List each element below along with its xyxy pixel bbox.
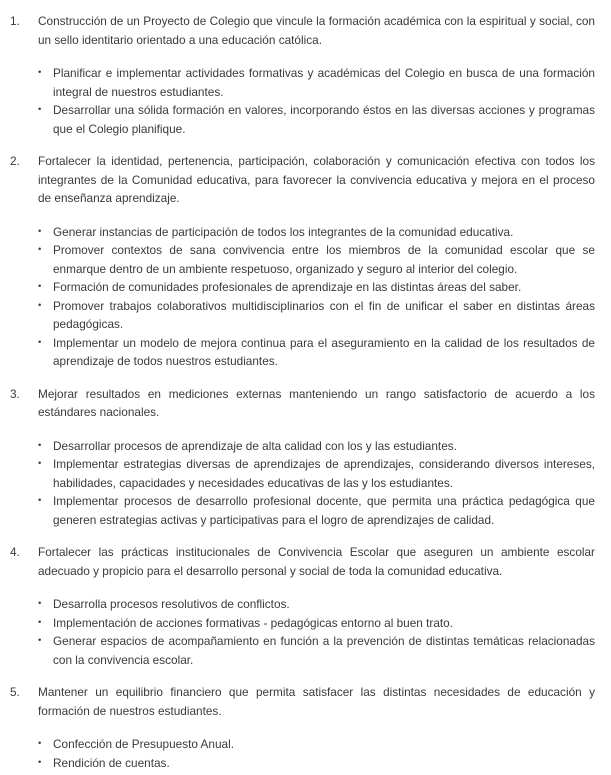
numbered-item-4 (10, 543, 595, 580)
bullet-list (38, 595, 595, 669)
bullet-icon: • (38, 616, 42, 628)
item-number: 1. (10, 14, 20, 28)
bullet-item (38, 455, 595, 492)
bullet-item (38, 632, 595, 669)
bullet-text: Confección de Presupuesto Anual. (53, 737, 235, 751)
bullet-item (38, 595, 595, 614)
numbered-item-5 (10, 683, 595, 720)
bullet-text: Promover trabajos colaborativos multidisciplinarios con el fin de unificar el saber en distintas áreas pedagógicas. (53, 298, 595, 331)
bullet-icon: • (38, 281, 42, 292)
item-number: 2. (10, 154, 20, 168)
bullet-text: Implementar estrategias diversas de aprendizajes de aprendizajes, considerando diversos intereses, habilidades, capacidades y necesidades educativas de las y los estudiantes. (53, 457, 595, 490)
numbered-item-1 (10, 12, 595, 49)
bullet-text: Desarrolla procesos resolutivos de conflictos. (53, 597, 290, 611)
bullet-icon: • (38, 439, 42, 451)
bullet-item (38, 492, 595, 529)
item-text: Fortalecer la identidad, pertenencia, participación, colaboración y comunicación efectiva con todos los integrantes de la Comunidad educativa, para favorecer la convivencia educativa y mejora en el proceso de enseñanza aprendizaje. (38, 154, 595, 205)
bullet-list (38, 437, 595, 530)
bullet-item (38, 64, 595, 101)
item-number: 5. (10, 685, 20, 699)
item-number: 4. (10, 545, 20, 559)
item-text: Mejorar resultados en mediciones externas manteniendo un rango satisfactorio de acuerdo a los estándares nacionales. (38, 386, 595, 419)
numbered-item-3 (10, 385, 595, 422)
bullet-list (38, 64, 595, 138)
bullet-item (38, 754, 595, 773)
bullet-text: Formación de comunidades profesionales de aprendizaje en las distintas áreas del saber. (53, 280, 522, 294)
item-number: 3. (10, 386, 20, 401)
bullet-item (38, 241, 595, 278)
bullet-item (38, 101, 595, 138)
bullet-icon: • (38, 299, 42, 311)
bullet-icon: • (38, 635, 42, 646)
bullet-text: Implementar un modelo de mejora continua para el aseguramiento en la calidad de los resultados de aprendizaje de todos nuestros estudiantes. (53, 335, 595, 368)
bullet-text: Promover contextos de sana convivencia entre los miembros de la comunidad escolar que se enmarque dentro de un ambiente respetuoso, organizado y seguro al interior del colegio. (53, 243, 595, 276)
bullet-icon: • (38, 225, 42, 237)
bullet-icon: • (38, 67, 42, 78)
bullet-icon: • (38, 598, 42, 609)
bullet-item (38, 223, 595, 242)
bullet-item (38, 278, 595, 297)
bullet-icon: • (38, 336, 42, 348)
bullet-icon: • (38, 738, 42, 749)
bullet-item (38, 437, 595, 456)
item-text: Construcción de un Proyecto de Colegio que vincule la formación académica con la espiritual y social, con un sello identitario orientado a una educación católica. (38, 14, 595, 47)
bullet-text: Implementar procesos de desarrollo profesional docente, que permita una práctica pedagógica que generen estrategias activas y participativas para el logro de aprendizajes de calidad. (53, 494, 595, 527)
bullet-text: Rendición de cuentas. (53, 755, 170, 770)
bullet-icon: • (38, 495, 42, 506)
bullet-text: Planificar e implementar actividades formativas y académicas del Colegio en busca de una formación integral de nuestros estudiantes. (53, 66, 595, 99)
bullet-text: Implementación de acciones formativas - pedagógicas entorno al buen trato. (53, 615, 454, 630)
numbered-item-2 (10, 152, 595, 208)
bullet-item (38, 614, 595, 633)
bullet-list (38, 223, 595, 371)
bullet-item (38, 334, 595, 371)
bullet-item (38, 297, 595, 334)
item-text: Mantener un equilibrio financiero que permita satisfacer las distintas necesidades de educación y formación de nuestros estudiantes. (38, 685, 595, 718)
bullet-text: Desarrollar una sólida formación en valores, incorporando éstos en las diversas acciones y programas que el Colegio planifique. (53, 103, 595, 136)
bullet-list (38, 735, 595, 772)
bullet-icon: • (38, 756, 42, 768)
bullet-item (38, 735, 595, 754)
bullet-icon: • (38, 458, 42, 469)
bullet-icon: • (38, 104, 42, 115)
bullet-icon: • (38, 244, 42, 255)
item-text: Fortalecer las prácticas institucionales de Convivencia Escolar que aseguren un ambiente escolar adecuado y propicio para el desarrollo personal y social de toda la comunidad educativa. (38, 545, 595, 578)
bullet-text: Desarrollar procesos de aprendizaje de alta calidad con los y las estudiantes. (53, 438, 457, 453)
bullet-text: Generar espacios de acompañamiento en función a la prevención de distintas temáticas relacionadas con la convivencia escolar. (53, 634, 595, 667)
bullet-text: Generar instancias de participación de todos los integrantes de la comunidad educativa. (53, 224, 514, 239)
